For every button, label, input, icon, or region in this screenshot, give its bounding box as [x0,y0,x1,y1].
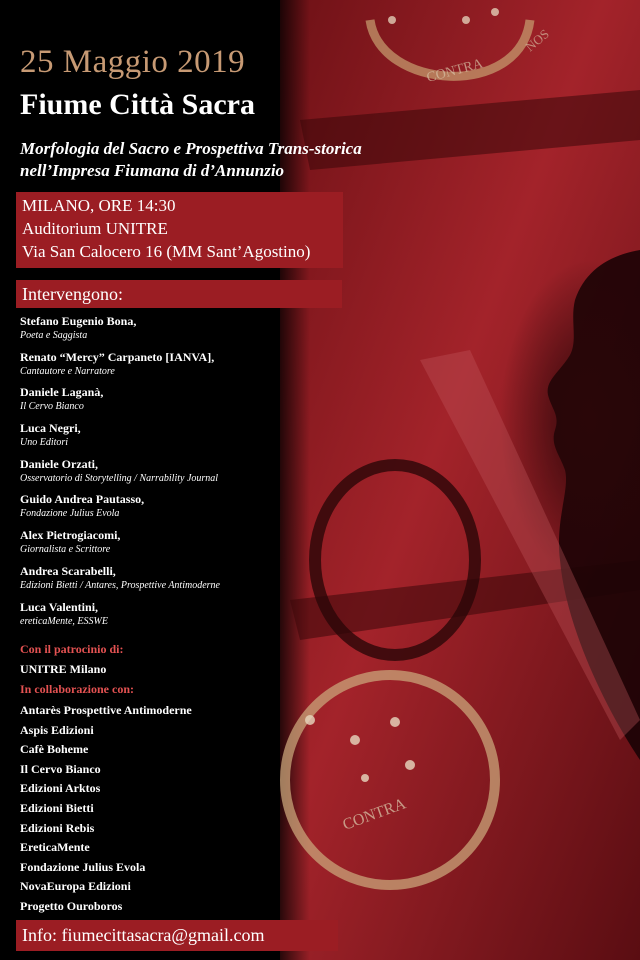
patronage-label: Con il patrocinio di: [20,642,124,656]
speaker-role: Osservatorio di Storytelling / Narrability Journal [20,472,219,484]
event-subtitle [20,138,420,182]
seal-text-side: NOS [522,26,552,55]
speaker-item [20,599,290,635]
partner-item: Il Cervo Bianco [20,761,101,776]
partner-item: Antarès Prospettive Antimoderne [20,703,192,717]
speaker-name: Andrea Scarabelli, [20,563,116,578]
speaker-role: Uno Editori [20,437,69,449]
subtitle-line-1: Morfologia del Sacro e Prospettiva Trans-storica [20,139,362,158]
seal-text-bottom: CONTRA [340,795,409,834]
speaker-name: Guido Andrea Pautasso, [20,492,145,507]
contact-email[interactable]: Info: fiumecittasacra@gmail.com [22,925,265,945]
speaker-name: Stefano Eugenio Bona, [20,314,137,328]
venue-address: Via San Calocero 16 (MM Sant’Agostino) [22,242,311,261]
speaker-item [20,491,290,527]
speaker-role: Il Cervo Bianco [20,401,84,413]
partners-list [20,702,192,918]
venue-hall: Auditorium UNITRE [22,219,168,238]
speaker-item [20,563,290,599]
patronage-value: UNITRE Milano [20,662,107,676]
partner-item: NovaEuropa Edizioni [20,879,131,894]
partner-item: Edizioni Bietti [20,800,94,815]
speaker-item [20,384,290,420]
partner-item: Cafè Boheme [20,742,89,757]
partner-item: Edizioni Arktos [20,781,101,796]
speaker-name: Luca Valentini, [20,599,99,614]
speakers-heading: Intervengono: [22,284,123,304]
partner-item: Progetto Ouroboros [20,898,123,913]
partner-item: Aspis Edizioni [20,722,94,737]
seal-text-top: CONTRA [425,56,485,86]
speaker-item [20,420,290,456]
speaker-name: Daniele Orzati, [20,456,98,471]
event-title: Fiume Città Sacra [20,88,255,121]
speaker-role: Fondazione Julius Evola [20,508,120,520]
collaboration-label: In collaborazione con: [20,682,134,696]
speaker-role: Edizioni Bietti / Antares, Prospettive Antimoderne [20,579,220,591]
contact-box [16,920,338,951]
speaker-role: Giornalista e Scrittore [20,544,111,556]
speaker-name: Daniele Laganà, [20,385,104,400]
partner-item: EreticaMente [20,840,90,855]
subtitle-line-2: nell’Impresa Fiumana di d’Annunzio [20,161,285,180]
speaker-name: Luca Negri, [20,421,81,436]
venue-box [16,192,343,268]
event-date: 25 Maggio 2019 [20,44,246,80]
speaker-role: ereticaMente, ESSWE [20,615,108,627]
speaker-item [20,456,290,492]
speaker-item [20,527,290,563]
speaker-item [20,349,290,385]
speaker-name: Alex Pietrogiacomi, [20,528,121,543]
speakers-list [20,313,290,634]
speaker-name: Renato “Mercy” Carpaneto [IANVA], [20,349,215,364]
speaker-role: Poeta e Saggista [20,330,88,341]
partner-item: Edizioni Rebis [20,820,95,835]
venue-city-time: MILANO, ORE 14:30 [22,196,176,215]
partner-item: Fondazione Julius Evola [20,859,146,874]
speaker-item [20,313,290,349]
speakers-heading-box [16,280,342,308]
speaker-role: Cantautore e Narratore [20,365,115,377]
